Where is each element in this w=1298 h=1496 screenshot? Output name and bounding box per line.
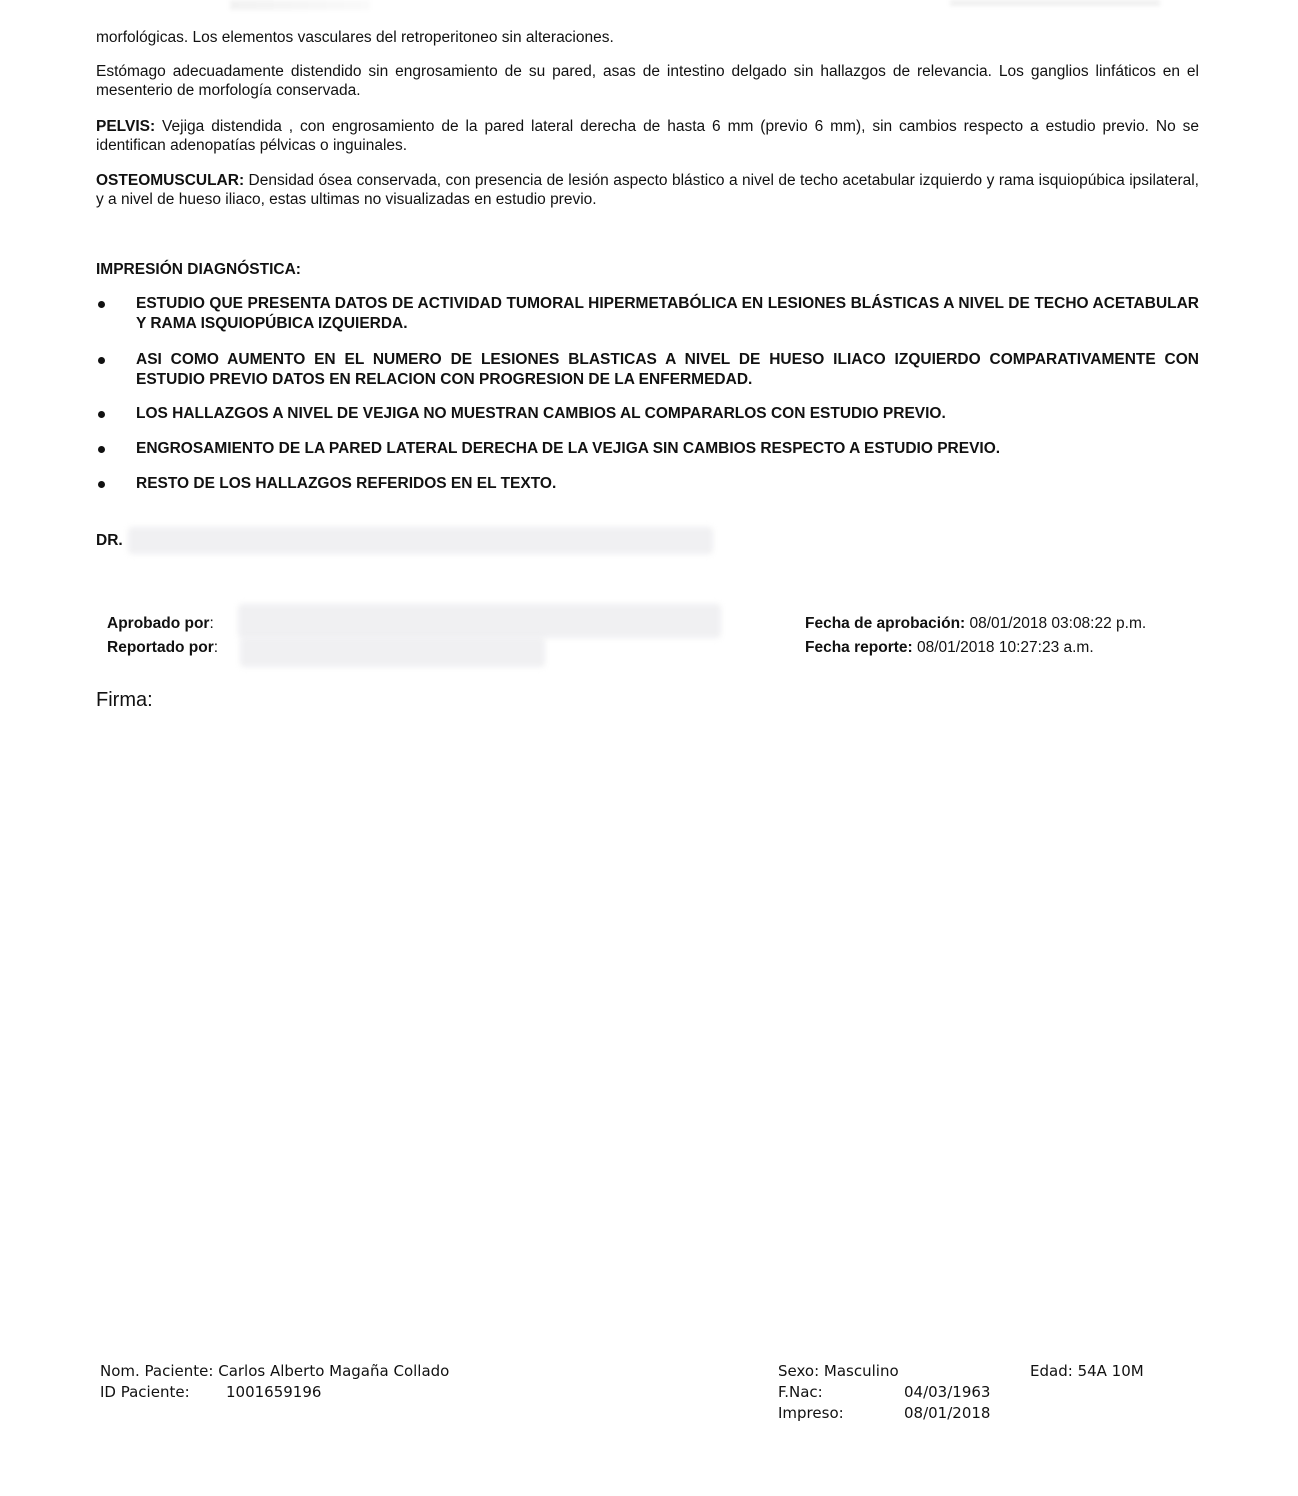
paragraph-text: morfológicas. Los elementos vasculares del retroperitoneo sin alteraciones. (96, 29, 614, 46)
reported-by-label: Reportado por (107, 639, 214, 656)
patient-name-row (100, 1361, 449, 1382)
patient-id-value: 1001659196 (226, 1383, 322, 1401)
paragraph-text: Estómago adecuadamente distendido sin engrosamiento de su pared, asas de intestino delgado sin hallazgos de relevancia. Los ganglios linfáticos en el mesenterio de morfología conservada. (96, 63, 1199, 99)
approval-date-label: Fecha de aprobación: (805, 615, 966, 632)
dates-block (805, 612, 1146, 660)
approved-by-label: Aprobado por (107, 615, 210, 632)
approval-date-value: 08/01/2018 03:08:22 p.m. (965, 615, 1147, 632)
colon: : (213, 639, 219, 656)
approved-by-row (107, 612, 218, 636)
sex-row (778, 1361, 990, 1382)
redacted-doctor-name (128, 527, 713, 554)
printed-value: 08/01/2018 (904, 1404, 991, 1422)
bullet-icon (98, 301, 105, 308)
impression-list (96, 294, 1199, 494)
findings-paragraph-retroperitoneo (96, 28, 1199, 47)
header-remnant (230, 0, 370, 10)
patient-id-row (100, 1382, 449, 1403)
bullet-icon (98, 446, 105, 453)
list-item-text: RESTO DE LOS HALLAZGOS REFERIDOS EN EL TEXTO. (136, 475, 557, 492)
bullet-icon (98, 357, 105, 364)
patient-info-left (100, 1361, 449, 1403)
sex-value: Masculino (823, 1362, 899, 1380)
sex-label: Sexo: (778, 1362, 820, 1380)
printed-row (778, 1403, 990, 1424)
findings-paragraph-estomago (96, 62, 1199, 100)
list-item-text: ENGROSAMIENTO DE LA PARED LATERAL DERECHA DE LA VEJIGA SIN CAMBIOS RESPECTO A ESTUDIO PREVIO. (136, 440, 1001, 457)
doctor-prefix: DR. (96, 532, 123, 549)
age-row (1030, 1361, 1144, 1382)
age-label: Edad: (1030, 1362, 1073, 1380)
patient-id-label: ID Paciente: (100, 1383, 190, 1401)
bullet-icon (98, 411, 105, 418)
signature-label: Firma: (96, 689, 153, 711)
report-date-row (805, 636, 1146, 660)
impression-heading: IMPRESIÓN DIAGNÓSTICA: (96, 261, 301, 278)
header-remnant-right (950, 0, 1160, 6)
list-item (96, 474, 1199, 494)
list-item (96, 404, 1199, 424)
list-item (96, 350, 1199, 390)
dob-label: F.Nac: (778, 1383, 823, 1401)
approval-date-row (805, 612, 1146, 636)
list-item-text: ASI COMO AUMENTO EN EL NUMERO DE LESIONES BLASTICAS A NIVEL DE HUESO ILIACO IZQUIERDO COMPARATIVAMENTE CON ESTUDIO PREVIO DATOS EN RELACION CON PROGRESION DE LA ENFERMEDAD. (136, 351, 1199, 388)
list-item-text: ESTUDIO QUE PRESENTA DATOS DE ACTIVIDAD TUMORAL HIPERMETABÓLICA EN LESIONES BLÁSTICAS A NIVEL DE TECHO ACETABULAR Y RAMA ISQUIOPÚBICA IZQUIERDA. (136, 295, 1199, 332)
findings-paragraph-osteomuscular (96, 171, 1199, 209)
paragraph-text: Densidad ósea conservada, con presencia de lesión aspecto blástico a nivel de techo acetabular izquierdo y rama isquiopúbica ipsilateral, y a nivel de hueso iliaco, estas ultimas no visualizadas en estudio previo. (96, 172, 1199, 208)
patient-info-middle (778, 1361, 990, 1424)
printed-label: Impreso: (778, 1404, 844, 1422)
list-item (96, 294, 1199, 334)
dob-row (778, 1382, 990, 1403)
list-item (96, 439, 1199, 459)
patient-name-value: Carlos Alberto Magaña Collado (218, 1362, 450, 1380)
dob-value: 04/03/1963 (904, 1383, 991, 1401)
findings-paragraph-pelvis (96, 117, 1199, 155)
list-item-text: LOS HALLAZGOS A NIVEL DE VEJIGA NO MUESTRAN CAMBIOS AL COMPARARLOS CON ESTUDIO PREVIO. (136, 405, 946, 422)
patient-name-label: Nom. Paciente: (100, 1362, 214, 1380)
bullet-icon (98, 481, 105, 488)
paragraph-text: Vejiga distendida , con engrosamiento de la pared lateral derecha de hasta 6 mm (previo 6 mm), sin cambios respecto a estudio previo. No se identifican adenopatías pélvicas o inguinales. (96, 118, 1199, 154)
colon: : (209, 615, 214, 632)
section-label-osteomuscular: OSTEOMUSCULAR: (96, 172, 245, 189)
redacted-approver (238, 604, 721, 638)
section-label-pelvis: PELVIS: (96, 118, 156, 135)
reported-by-row (107, 636, 218, 660)
approval-block (107, 612, 218, 660)
redacted-reporter (240, 637, 545, 667)
report-date-value: 08/01/2018 10:27:23 a.m. (912, 639, 1094, 656)
age-value: 54A 10M (1077, 1362, 1144, 1380)
patient-info-right (1030, 1361, 1144, 1382)
report-date-label: Fecha reporte: (805, 639, 913, 656)
